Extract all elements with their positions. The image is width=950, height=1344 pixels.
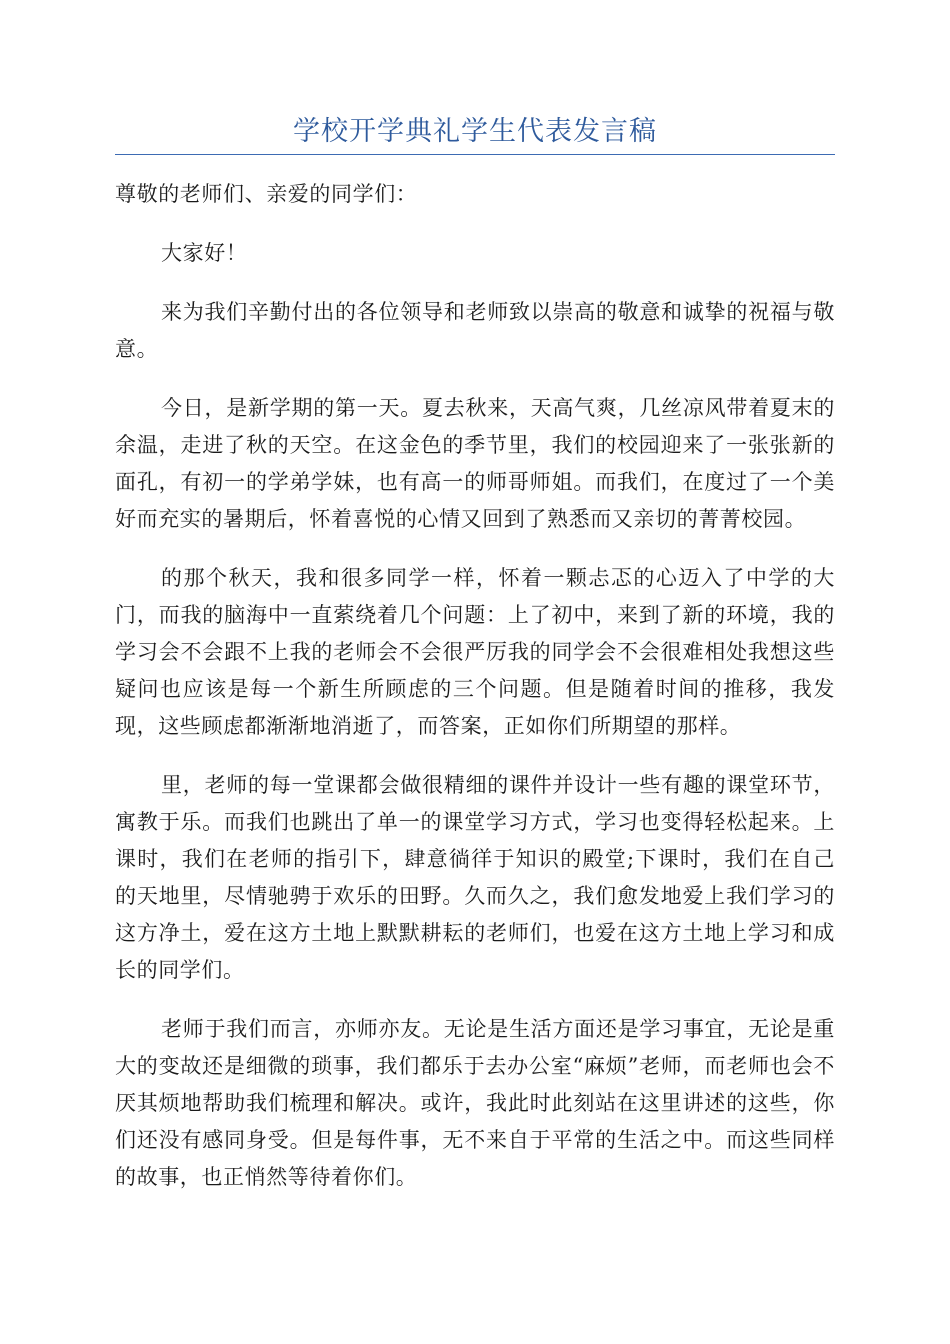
salutation: 尊敬的老师们、亲爱的同学们： xyxy=(115,182,418,206)
paragraph-1: 来为我们辛勤付出的各位领导和老师致以崇高的敬意和诚挚的祝福与敬意。 xyxy=(115,300,835,361)
paragraph-2: 今日，是新学期的第一天。夏去秋来，天高气爽，几丝凉风带着夏末的余温，走进了秋的天空。在这金色的季节里，我们的校园迎来了一张张新的面孔，有初一的学弟学妹，也有高一的师哥师姐。而我们，在度过了一个美好而充实的暑期后，怀着喜悦的心情又回到了熟悉而又亲切的菁菁校园。 xyxy=(115,396,835,531)
paragraph-greeting: 大家好！ xyxy=(161,241,248,265)
paragraph-5: 老师于我们而言，亦师亦友。无论是生活方面还是学习事宜，无论是重大的变故还是细微的琐事，我们都乐于去办公室“麻烦”老师，而老师也会不厌其烦地帮助我们梳理和解决。或许，我此时此刻站在这里讲述的这些，你们还没有感同身受。但是每件事，无不来自于平常的生活之中。而这些同样的故事，也正悄然等待着你们。 xyxy=(115,1017,835,1189)
title-underline xyxy=(115,154,835,155)
document-title: 学校开学典礼学生代表发言稿 xyxy=(293,116,657,147)
paragraph-3: 的那个秋天，我和很多同学一样，怀着一颗忐忑的心迈入了中学的大门，而我的脑海中一直萦绕着几个问题：上了初中，来到了新的环境，我的学习会不会跟不上我的老师会不会很严厉我的同学会不会很难相处我想这些疑问也应该是每一个新生所顾虑的三个问题。但是随着时间的推移，我发现，这些顾虑都渐渐地消逝了，而答案，正如你们所期望的那样。 xyxy=(115,566,835,738)
document-body xyxy=(115,176,835,1218)
paragraph-4: 里，老师的每一堂课都会做很精细的课件并设计一些有趣的课堂环节，寓教于乐。而我们也跳出了单一的课堂学习方式，学习也变得轻松起来。上课时，我们在老师的指引下，肆意徜徉于知识的殿堂;下课时，我们在自己的天地里，尽情驰骋于欢乐的田野。久而久之，我们愈发地爱上我们学习的这方净土，爱在这方土地上默默耕耘的老师们，也爱在这方土地上学习和成长的同学们。 xyxy=(115,773,835,982)
